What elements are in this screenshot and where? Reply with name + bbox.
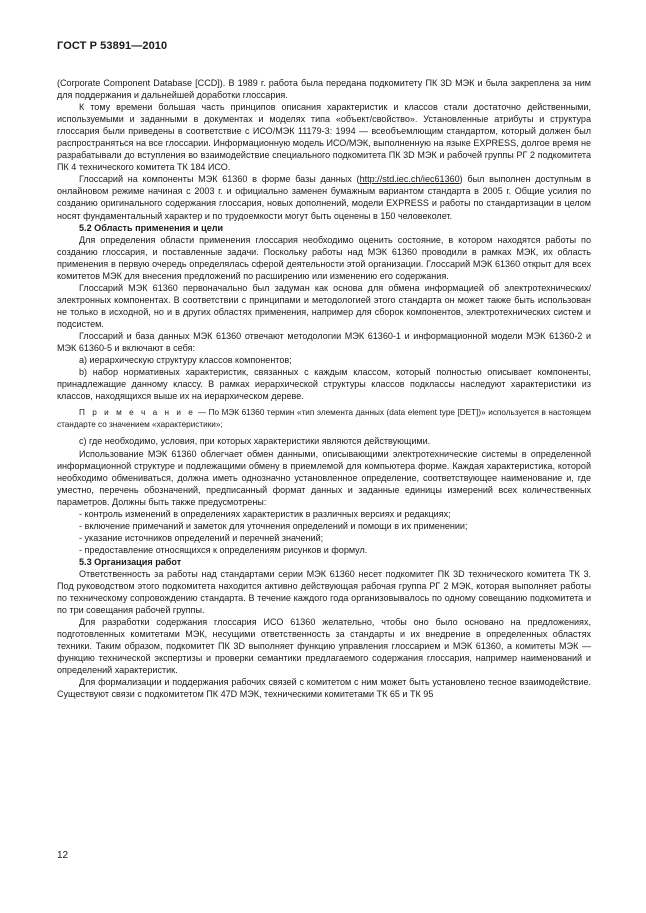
list-item: - контроль изменений в определениях характеристик в различных версиях и редакциях;: [79, 508, 451, 519]
paragraph-text: ) был выполнен доступным в онлайновом режиме начиная с 2003 г. и официально заменен бумажным вариантом стандарта в 2005 г. Общие усилия по созданию оригинального содержания глоссария, новых дополнений, модели EXPRESS и работы по стандартизации в целом носят фундаментальный характер и по трудоемкости могут быть оценены в 150 человеколет.: [57, 174, 591, 221]
note: [57, 407, 591, 430]
paragraph: Для разработки содержания глоссария ИСО 61360 желательно, чтобы оно было основано на предложениях, подготовленных комитетами МЭК, несущими ответственность за стандарты и их внедрение в определенных областях техники. Таким образом, подкомитет ПК 3D выполняет функцию управления глоссарием и МЭК 61360, а комитеты МЭК — функцию технической экспертизы и проверки семантики предлагаемого содержания глоссария, например наименований и определений характеристик.: [57, 617, 591, 676]
paragraph: Ответственность за работы над стандартами серии МЭК 61360 несет подкомитет ПК 3D технического комитета ТК 3. Под руководством этого подкомитета находится активно действующая рабочая группа РГ 2 МЭК, которая выполняет работы по техническому сопровождению стандарта. В течение каждого года организовывалось по одному совещанию подкомитета и по три совещания рабочей группы.: [57, 568, 591, 616]
paragraph: Использование МЭК 61360 облегчает обмен данными, описывающими электротехнические системы в определенной информационной структуре и подлежащими обмену в приемлемой для компьютера форме. Каждая характеристика, которой необходимо обмениваться, должна иметь однозначно установленное определение, соответствующее наименование и, где уместно, перечень обозначений, предписанный формат данных и заданные единицы измерений всех количественных параметров. Должны быть также предусмотрены:: [57, 448, 591, 507]
paragraph: Для формализации и поддержания рабочих связей с комитетом с ним может быть установлено тесное взаимодействие. Существуют связи с подкомитетом ПК 47D МЭК, техническими комитетами ТК 65 и ТК 95: [57, 677, 591, 700]
paragraph: [57, 173, 591, 221]
note-label: П р и м е ч а н и е: [79, 408, 196, 418]
paragraph: Для определения области применения глоссария необходимо оценить состояние, в котором находятся работы по созданию глоссария, и поставленные задачи. Поскольку работы над МЭК 61360 проводили в рамках МЭК, их область применения в первую очередь определялась сферой деятельности этой организации. Глоссарий МЭК 61360 открыт для всех комитетов МЭК для внесения предложений по расширению или изменению его содержания.: [57, 234, 591, 281]
note-text: — По МЭК 61360 термин «тип элемента данных (data element type [DET])» используется в настоящем стандарте со значением «характеристики»;: [57, 408, 591, 429]
section-heading-5-2: 5.2 Область применения и цели: [79, 222, 224, 233]
list-item: b) набор нормативных характеристик, связанных с каждым классом, который полностью описывает компоненты, принадлежащие данному классу. В рамках иерархической структуры классов подклассы наследуют характеристики из классов, находящихся выше их на иерархическом дереве.: [57, 367, 591, 402]
page-number: 12: [57, 850, 69, 861]
database-link[interactable]: http://std.iec.ch/iec61360: [359, 174, 460, 185]
section-heading-5-3: 5.3 Организация работ: [79, 556, 182, 567]
list-item: - указание источников определений и перечней значений;: [79, 532, 324, 543]
paragraph: К тому времени большая часть принципов описания характеристик и классов стали достаточно действенными, используемыми и заданными в документах и моделях типа «объект/свойство». Установленные атрибуты и структура глоссария были приведены в соответствие с ИСО/МЭК 11179-3: 1994 — всеобъемлющим стандартом, который должен был распространяться на все глоссарии. Информационную модель ИСО/МЭК, выполненную на языке EXPRESS, долгое время не разрабатывали до вступления во взаимодействие специального подкомитета ПК 3D МЭК и рабочей группы РГ 2 подкомитета ПК 4 технического комитета ТК 184 ИСО.: [57, 102, 591, 173]
paragraph: (Corporate Component Database [CCD]). В 1989 г. работа была передана подкомитету ПК 3D МЭК и была закреплена за ним для поддержания и дальнейшей доработки глоссария.: [57, 78, 591, 101]
document-header: ГОСТ Р 53891—2010: [57, 40, 168, 52]
list-item: а) иерархическую структуру классов компонентов;: [79, 355, 292, 366]
paragraph: Глоссарий МЭК 61360 первоначально был задуман как основа для обмена информацией об электротехнических/электронных компонентах. В соответствии с принципами и методологией этого стандарта он может также быть использован не только в исходной, но и в других областях применения, например для сборок компонентов, электротехнических систем и подсистем.: [57, 282, 591, 329]
list-item: с) где необходимо, условия, при которых характеристики являются действующими.: [79, 436, 431, 447]
paragraph: Глоссарий и база данных МЭК 61360 отвечают методологии МЭК 61360-1 и информационной модели МЭК 61360-2 и МЭК 61360-5 и включают в себя:: [57, 330, 591, 354]
document-page: [57, 40, 591, 700]
paragraph-text: Глоссарий на компоненты МЭК 61360 в форме базы данных (: [79, 174, 360, 185]
list-item: - включение примечаний и заметок для уточнения определений и помощи в их применении;: [79, 520, 468, 531]
list-item: - предоставление относящихся к определениям рисунков и формул.: [79, 544, 368, 555]
